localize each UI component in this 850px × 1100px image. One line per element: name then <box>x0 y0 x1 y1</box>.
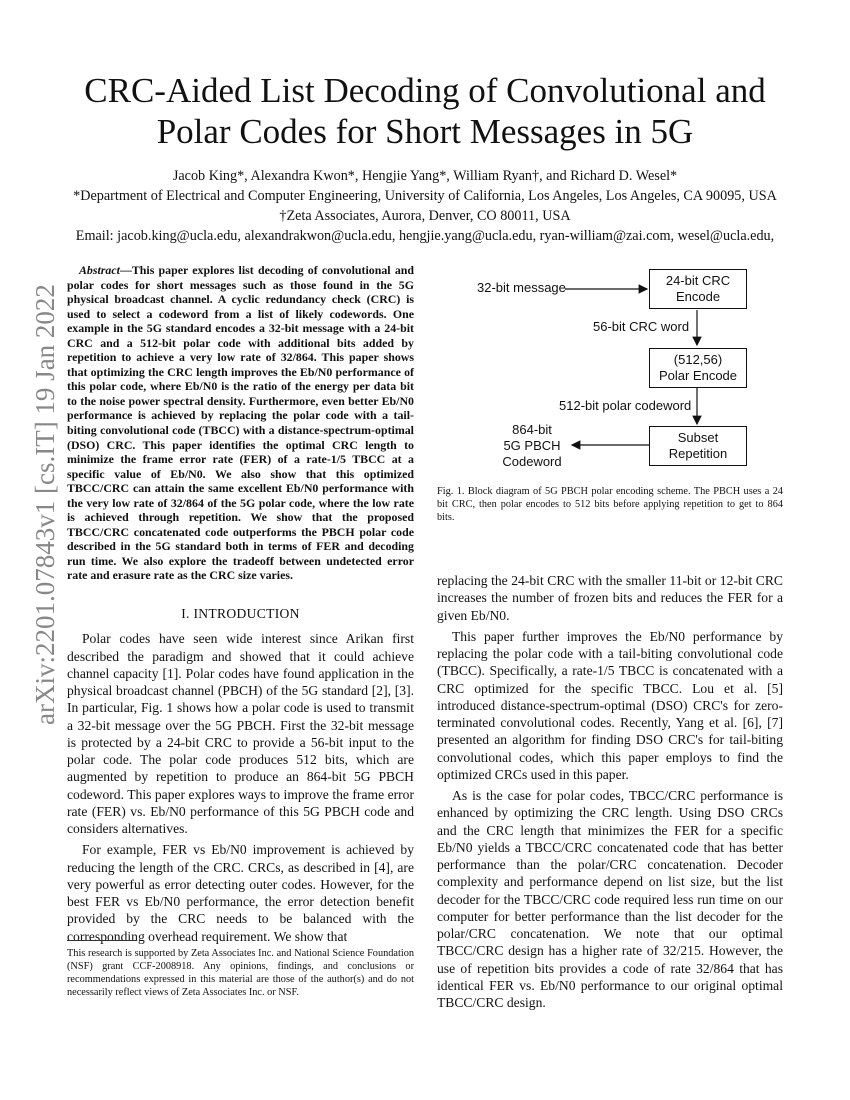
box-polar-encode <box>649 348 747 388</box>
abstract <box>67 263 414 583</box>
output-label <box>497 422 567 470</box>
author-block <box>40 166 810 246</box>
author-names: Jacob King*, Alexandra Kwon*, Hengjie Yang*, William Ryan†, and Richard D. Wesel* <box>172 168 678 184</box>
box-polar-line2: Polar Encode <box>658 368 738 383</box>
output-line3: Codeword <box>502 454 562 469</box>
paper-title: CRC-Aided List Decoding of Convolutional and Polar Codes for Short Messages in 5G <box>84 71 766 151</box>
input-label: 32-bit message <box>477 280 566 295</box>
box-rep-line2: Repetition <box>668 446 728 461</box>
box-polar-line1: (512,56) <box>673 352 723 367</box>
box-crc-line1: 24-bit CRC <box>665 273 731 288</box>
abstract-text: —This paper explores list decoding of convolutional and polar codes for short messages such as those found in the 5G physical broadcast channel. A cyclic redundancy check (CRC) is used to select a codeword from a list of likely codewords. One example in the 5G standard encodes a 32-bit message with a 24-bit CRC and a 512-bit polar code with additional bits added by repetition to achieve a very low rate of 32/864. This paper shows that optimizing the CRC length improves the Eb/N0 performance of this polar code, where Eb/N0 is the ratio of the energy per data bit to the noise power spectral density. Furthermore, even better Eb/N0 performance is achieved by replacing the polar code with a tail-biting convolutional code (TBCC) with a distance-spectrum-optimal (DSO) CRC. This paper identifies the optimal CRC length to minimize the frame error rate (FER) of a rate-1/5 TBCC at a specific value of Eb/N0. We also show that this optimized TBCC/CRC can attain the same excellent Eb/N0 performance with the very low rate of 32/864 of the 5G polar code, where the low rate is achieved through repetition. We show that the proposed TBCC/CRC concatenated code outperforms the PBCH polar code described in the 5G standard both in terms of FER and decoding run time. We also explore the tradeoff between undetected error rate and erasure rate as the CRC size varies. <box>67 263 414 583</box>
box-crc-line2: Encode <box>675 289 721 304</box>
section-heading-introduction: I. INTRODUCTION <box>181 606 300 622</box>
edge-label-crc-word: 56-bit CRC word <box>593 319 690 334</box>
box-crc-encode <box>649 269 747 309</box>
left-column <box>67 263 414 949</box>
intro-paragraph-2: For example, FER vs Eb/N0 improvement is achieved by reducing the length of the CRC. CRCs, as described in [4], are very powerful as error detecting outer codes. However, for the best FER vs Eb/N0 performance, the error detection benefit provided by the CRC needs to be balanced with the corresponding overhead requirement. We show that <box>67 842 414 944</box>
right-paragraph-1: replacing the 24-bit CRC with the smaller 11-bit or 12-bit CRC increases the number of frozen bits and reduces the FER for a given Eb/N0. <box>437 573 783 623</box>
output-line2: 5G PBCH <box>503 438 561 453</box>
footnote: This research is supported by Zeta Associates Inc. and National Science Foundation (NSF) grant CCF-2008918. Any opinions, findings, and conclusions or recommendations expressed in this material are those of the author(s) and do not necessarily reflect views of Zeta Associates Inc. or NSF. <box>67 948 414 998</box>
right-column <box>437 572 783 1015</box>
output-line1: 864-bit <box>512 422 552 437</box>
box-rep-line1: Subset <box>677 430 719 445</box>
arxiv-stamp-text: arXiv:2201.07843v1 [cs.IT] 19 Jan 2022 <box>30 284 60 725</box>
box-subset-repetition <box>649 426 747 466</box>
affiliation-ucla: *Department of Electrical and Computer Engineering, University of California, Los Angeles, Los Angeles, CA 90095, USA <box>73 188 777 204</box>
right-paragraph-2: This paper further improves the Eb/N0 performance by replacing the polar code with a tail-biting convolutional code (TBCC). Specifically, a rate-1/5 TBCC is concatenated with a CRC optimized for the specific TBCC. Lou et al. [5] introduced distance-spectrum-optimal (DSO) CRC's for zero-terminated convolutional codes. Recently, Yang et al. [6], [7] presented an algorithm for finding DSO CRC's for tail-biting convolutional codes, which this paper employs to find the optimized CRCs used in this paper. <box>437 628 783 782</box>
edge-label-polar-codeword: 512-bit polar codeword <box>559 398 692 413</box>
abstract-label: Abstract <box>79 263 120 277</box>
figure-caption: Fig. 1. Block diagram of 5G PBCH polar encoding scheme. The PBCH uses a 24 bit CRC, then polar encodes to 512 bits before applying repetition to get to 864 bits. <box>437 486 783 523</box>
footnote-rule <box>67 940 137 941</box>
author-emails: Email: jacob.king@ucla.edu, alexandrakwon@ucla.edu, hengjie.yang@ucla.edu, ryan-william@zai.com, wesel@ucla.edu, <box>75 228 775 244</box>
right-paragraph-3: As is the case for polar codes, TBCC/CRC performance is enhanced by optimizing the CRC length. Using DSO CRCs and the CRC length that minimizes the FER for a specific Eb/N0 yields a TBCC/CRC concatenated code that has better performance than the polar/CRC concatenation. Decoder complexity and performance depend on list size, but the list decoder for the TBCC/CRC code required less run time on our computer for better performance than the list decoder for the polar/CRC concatenation. We note that our optimal TBCC/CRC design has a higher rate of 32/215. However, the use of repetition bits provides a code of rate 32/864 that has identical FER vs. Eb/N0 performance to our original optimal TBCC/CRC design. <box>437 788 783 1010</box>
figure-block-diagram <box>437 262 783 477</box>
intro-paragraph-1: Polar codes have seen wide interest since Arikan first described the paradigm and showed that it could achieve channel capacity [1]. Polar codes have found application in the physical broadcast channel (PBCH) of the 5G standard [2], [3]. In particular, Fig. 1 shows how a polar code is used to transmit a 32-bit message over the 5G PBCH. First the 32-bit message is protected by a 24-bit CRC to provide a 56-bit input to the polar code. The polar code produces 512 bits, which are augmented by repetition to produce an 864-bit 5G PBCH codeword. This paper explores ways to improve the frame error rate (FER) vs. Eb/N0 performance of this 5G PBCH code and considers alternatives. <box>67 631 414 837</box>
affiliation-zeta: †Zeta Associates, Aurora, Denver, CO 80011, USA <box>279 208 571 224</box>
